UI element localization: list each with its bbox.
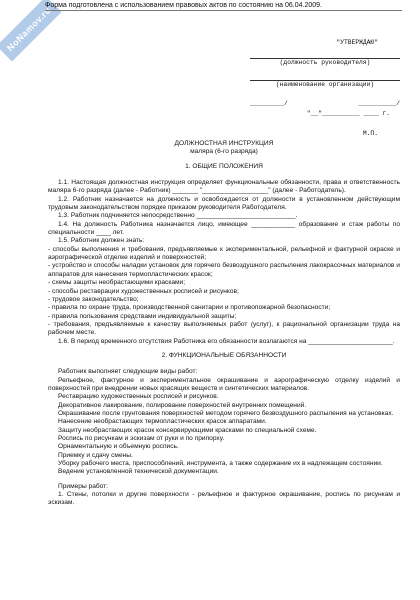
section1-para: 1.3. Работник подчиняется непосредственно ___________________________. xyxy=(58,212,298,220)
section2-item: Нанесение необрастающих термопластических красок аппаратами. xyxy=(58,418,267,426)
section1-title: 1. ОБЩИЕ ПОЛОЖЕНИЯ xyxy=(185,162,263,170)
examples-title: Примеры работ: xyxy=(58,482,109,490)
section2-item: Реставрацию художественных росписей и рисунков. xyxy=(58,393,219,401)
section1-list-item: - устройство и способы наладки установок для горячего безвоздушного распыления лакокрасочных материалов и аппаратов для нанесения термопластических красок; xyxy=(48,262,400,278)
section1-list-item: - схемы защиты необрастающими красками; xyxy=(48,279,186,287)
section2-item: Декоративное лакирование, полирование поверхностей внутренних помещений. xyxy=(58,401,307,409)
watermark-logo: NoNamov.ru xyxy=(0,0,62,62)
section2-item: Ведение установленной технической документации. xyxy=(58,468,219,476)
section2-item: Орнаментальную и объемную роспись. xyxy=(58,443,179,451)
doc-subtitle: маляра (6-го разряда) xyxy=(190,148,258,156)
section1-list-item: - трудовое законодательство; xyxy=(48,295,139,303)
signature-left: _________/ xyxy=(250,99,288,107)
section2-item: Защиту необрастающих красок консервирующими красками по специальной схеме. xyxy=(58,426,317,434)
section1-list-item: - способы реставрации художественных росписей и рисунков; xyxy=(48,287,239,295)
section1-para: 1.1. Настоящая должностная инструкция определяет функциональные обязанности, права и ответственность маляра 6-го разряда (далее - Работник) _______ "__________________" (далее - Работодатель). xyxy=(48,179,400,195)
section2-item: Роспись по рисункам и эскизам от руки и по припорху. xyxy=(58,435,225,442)
section1-para: 1.5. Работник должен знать: xyxy=(58,237,145,245)
section1-para: 1.2. Работник назначается на должность и освобождается от должности в установленном действующим трудовым законодательством порядке приказом руководителя Работодателя. xyxy=(48,195,400,212)
section1-list-item: - требования, предъявляемые к качеству выполняемых работ (услуг), к рациональной организации труда на рабочем месте. xyxy=(48,320,400,337)
date-line: "__"__________ ____ г. xyxy=(306,110,390,118)
section1-para: 1.4. На должность Работника назначается лицо, имеющее ____________ образование и стаж работы по специальности ____ лет. xyxy=(48,220,400,237)
stamp-label: М.П. xyxy=(362,130,378,138)
section2-item: Приемку и сдачу смены. xyxy=(58,451,133,459)
section2-item: Уборку рабочего места, приспособлений, инструмента, а также содержание их в надлежащем состоянии. xyxy=(58,460,383,468)
example-item: 1. Стены, потолки и другие поверхности - рельефное и фактурное окрашивание, роспись по рисункам и эскизам. xyxy=(48,491,400,507)
signature-mid: __________/ xyxy=(358,99,400,107)
section2-title: 2. ФУНКЦИОНАЛЬНЫЕ ОБЯЗАННОСТИ xyxy=(161,351,287,359)
section1-list-item: - правила по охране труда, производственной санитарии и противопожарной безопасности; xyxy=(48,304,331,312)
approval-block xyxy=(250,40,400,138)
signature-line xyxy=(250,101,400,107)
section1-list-item: - способы выполнения и требования, предъявляемые к экспериментальной, рельефной и фактурной окраске и аэрографической отделке изделий и поверхностей; xyxy=(48,245,400,262)
section2-item: Рельефное, фактурное и экспериментальное окрашивание и аэрографическую отделку изделий и поверхностей при внедрении новых красящих веществ и синтетических материалов. xyxy=(48,376,400,392)
approval-title: "УТВЕРЖДАЮ" xyxy=(336,39,378,46)
head-position-caption: (должность руководителя) xyxy=(250,58,400,66)
document-body xyxy=(48,140,400,508)
header-note: Форма подготовлена с использованием правовых актов по состоянию на 06.04.2009. xyxy=(45,2,402,11)
section2-item: Окрашивание после грунтования поверхностей методом горячего безвоздушного распыления на установках. xyxy=(58,409,394,417)
org-name-caption: (наименование организации) xyxy=(250,80,400,88)
section1-list-item: - правила пользования средствами индивидуальной защиты; xyxy=(48,312,237,320)
section1-last-para: 1.6. В период временного отсутствия Работника его обязанности возлагаются на _______________________. xyxy=(58,337,395,345)
section2-intro: Работник выполняет следующие виды работ: xyxy=(58,368,198,376)
doc-title: ДОЛЖНОСТНАЯ ИНСТРУКЦИЯ xyxy=(174,140,274,147)
